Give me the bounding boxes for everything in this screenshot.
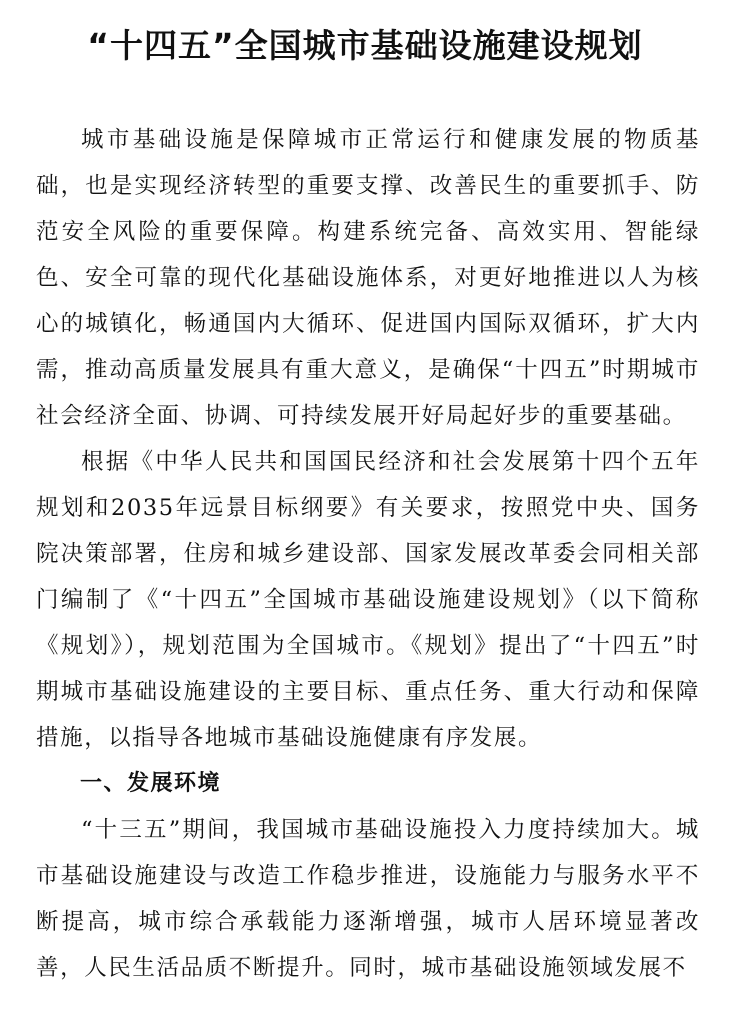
document-title: “十四五”全国城市基础设施建设规划: [87, 26, 643, 65]
document-body: [36, 117, 700, 991]
section-heading: 一、发展环境: [80, 771, 222, 796]
paragraph-environment: “十三五”期间，我国城市基础设施投入力度持续加大。城市基础设施建设与改造工作稳步推进，设施能力与服务水平不断提高，城市综合承载能力逐渐增强，城市人居环境显著改善，人民生活品质不断提升。同时，城市基础设施领域发展不: [36, 817, 700, 981]
paragraph-basis: 根据《中华人民共和国国民经济和社会发展第十四个五年规划和2035年远景目标纲要》有关要求，按照党中央、国务院决策部署，住房和城乡建设部、国家发展改革委会同相关部门编制了《“十四五”全国城市基础设施建设规划》（以下简称《规划》），规划范围为全国城市。《规划》提出了“十四五”时期城市基础设施建设的主要目标、重点任务、重大行动和保障措施，以指导各地城市基础设施健康有序发展。: [36, 449, 700, 751]
paragraph-intro: 城市基础设施是保障城市正常运行和健康发展的物质基础，也是实现经济转型的重要支撑、改善民生的重要抓手、防范安全风险的重要保障。构建系统完备、高效实用、智能绿色、安全可靠的现代化基础设施体系，对更好地推进以人为核心的城镇化，畅通国内大循环、促进国内国际双循环，扩大内需，推动高质量发展具有重大意义，是确保“十四五”时期城市社会经济全面、协调、可持续发展开好局起好步的重要基础。: [36, 127, 700, 429]
